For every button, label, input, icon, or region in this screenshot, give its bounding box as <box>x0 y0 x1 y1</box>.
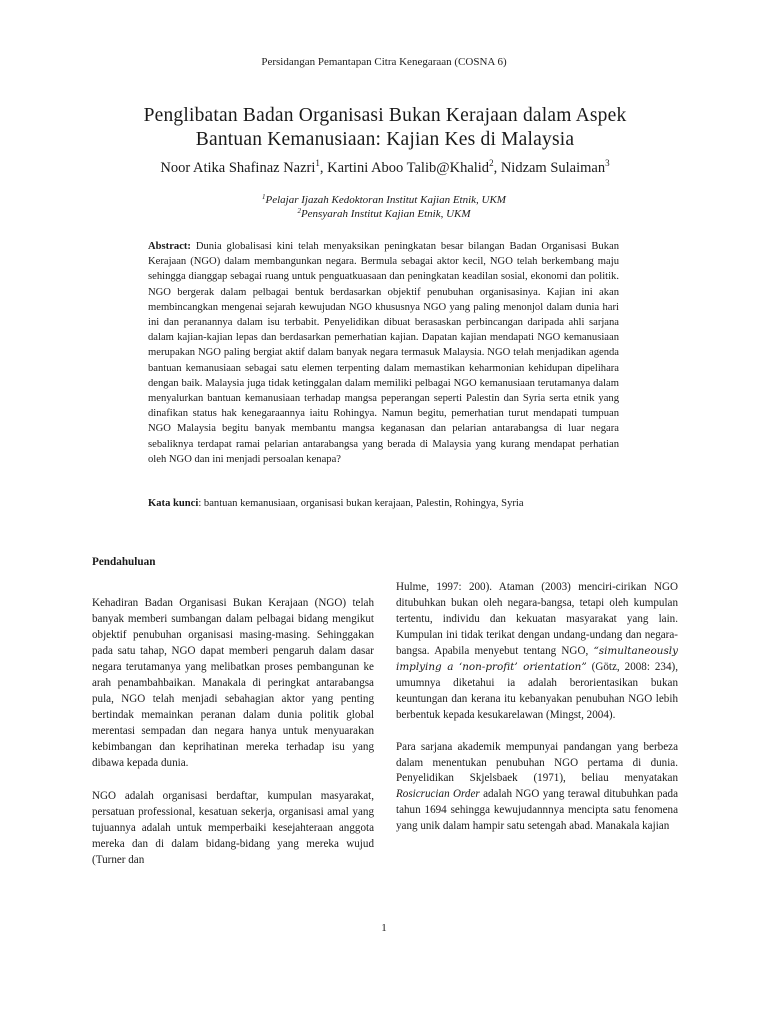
abstract-text: Dunia globalisasi kini telah menyaksikan peningkatan besar bilangan Badan Organisasi Bukan Kerajaan (NGO) dalam membangunkan negara. Bermula sebagai aktor kecil, NGO telah berkembang maju sehingga dianggap sebagai ruang untuk penguatkuasaan dan peningkatan keadilan sosial, ekonomi dan politik. NGO bergerak dalam pelbagai bentuk berdasarkan objektif penubuhan organisasinya. Kajian ini akan membincangkan mengenai sejarah kewujudan NGO khususnya NGO yang paling menonjol dalam dunia hari ini dan peranannya dalam isu terbabit. Penyelidikan dibuat berasaskan perbincangan daripada ahli sarjana dalam kajian-kajian lepas dan berdasarkan pemerhatian kajian. Dapatan kajian mendapati NGO kemanusiaan merupakan NGO paling bergiat aktif dalam banyak negara termasuk Malaysia. NGO telah menjadikan agenda bantuan kemanusiaan sebagai satu elemen terpenting dalam memastikan keharmonian kehidupan dipelihara dengan baik. Malaysia juga tidak ketinggalan dalam memiliki pelbagai NGO kemanusiaan terutamanya dalam menyalurkan bantuan kemanusiaan terhadap mangsa peperangan seperti Palestin dan Syria serta etnik yang dinafikan status hak kenegaraannya iaitu Rohingya. Namun begitu, pemerhatian turut mendapati tumpuan NGO Malaysia begitu banyak membantu mangsa keganasan dan pelarian antarabangsa di luar negara sebaliknya terdapat ramai pelarian antarabangsa yang berada di Malaysia yang kurang mendapat perhatian oleh NGO dan ini menjadi persoalan kenapa? <box>148 241 619 465</box>
author-name: Kartini Aboo Talib@Khalid <box>327 160 490 176</box>
affiliation-text: Pelajar Ijazah Kedoktoran Institut Kajian Etnik, UKM <box>265 194 506 206</box>
author-sup: 2 <box>489 158 494 168</box>
keywords-label: Kata kunci <box>148 498 199 509</box>
author-name: Nidzam Sulaiman <box>500 160 606 176</box>
left-column <box>92 596 374 869</box>
abstract-label: Abstract: <box>148 241 191 252</box>
inline-quote: “simultaneously implying a ‘non-profit’ orientation” <box>396 644 678 673</box>
paper-title <box>90 104 680 152</box>
author-sup: 1 <box>315 158 320 168</box>
author-sup: 3 <box>605 158 610 168</box>
affiliation-sup: 2 <box>297 207 301 215</box>
author-separator: , <box>493 160 501 176</box>
keywords <box>148 496 628 511</box>
paragraph: Kehadiran Badan Organisasi Bukan Kerajaan (NGO) telah banyak memberi sumbangan dalam pelbagai bidang mengikut objektif penubuhan organisasi masing-masing. Sehinggakan pada satu tahap, NGO dapat memberi pengaruh dalam dasar negara terutamanya yang melibatkan proses pembangunan ke arah penambahbaikan. Manakala di peringkat antarabangsa pula, NGO telah menjadi sebahagian aktor yang penting bertindak memainkan peranan dalam dunia politik global merentasi sempadan dan negara hanya untuk menyuarakan kebimbangan dan keprihatinan mereka terhadap isu yang dibawa kepada dunia. <box>92 597 374 769</box>
italic-term: Rosicrucian Order <box>396 788 480 801</box>
paragraph <box>396 580 678 724</box>
title-line-1: Penglibatan Badan Organisasi Bukan Kerajaan dalam Aspek <box>143 105 627 126</box>
page-number: 1 <box>381 922 387 934</box>
right-column <box>396 580 678 835</box>
affiliation-line <box>0 207 768 221</box>
paragraph <box>396 740 678 836</box>
affiliation-sup: 1 <box>262 193 266 201</box>
title-line-2: Bantuan Kemanusiaan: Kajian Kes di Malaysia <box>195 129 575 150</box>
affiliations <box>0 193 768 221</box>
author-list <box>60 160 710 177</box>
paragraph-text: (Götz, 2008: 234), umumnya diketahui ia adalah berorientasikan bukan keuntungan dan kerana itu kebanyakan penubuhan NGO lebih berbentuk kepada kesukarelawan (Mingst, 2004). <box>396 660 678 721</box>
affiliation-text: Pensyarah Institut Kajian Etnik, UKM <box>300 208 471 220</box>
paragraph: NGO adalah organisasi berdaftar, kumpulan masyarakat, persatuan professional, kesatuan sekerja, organisasi amal yang tujuannya adalah untuk memperbaiki kesejahteraan anggota mereka dan di dalam bidang-bidang yang mereka wujud (Turner dan <box>92 790 374 867</box>
author-name: Noor Atika Shafinaz Nazri <box>160 160 316 176</box>
paragraph-text: Para sarjana akademik mempunyai pandangan yang berbeza dalam menentukan penubuhan NGO pertama di dunia. Penyelidikan Skjelsbaek (1971), beliau menyatakan <box>396 740 678 785</box>
running-head: Persidangan Pemantapan Citra Kenegaraan (COSNA 6) <box>261 56 507 68</box>
paragraph-text: adalah NGO yang terawal ditubuhkan pada tahun 1694 sehingga kewujudannnya mencipta satu fenomena yang unik dalam hampir satu setengah abad. Manakala kajian <box>396 788 678 833</box>
abstract <box>148 239 619 467</box>
paragraph-text: Hulme, 1997: 200). Ataman (2003) menciri-cirikan NGO ditubuhkan bukan oleh negara-bangsa, tetapi oleh kumpulan tertentu, individu dan kekuatan masyarakat yang lain. Kumpulan ini tidak terikat dengan undang-undang dan negara-bangsa. Apabila menyebut tentang NGO, <box>396 581 678 657</box>
author-separator: , <box>319 160 328 176</box>
keywords-text: : bantuan kemanusiaan, organisasi bukan kerajaan, Palestin, Rohingya, Syria <box>198 498 524 509</box>
affiliation-line <box>0 193 768 207</box>
section-heading: Pendahuluan <box>92 556 156 568</box>
